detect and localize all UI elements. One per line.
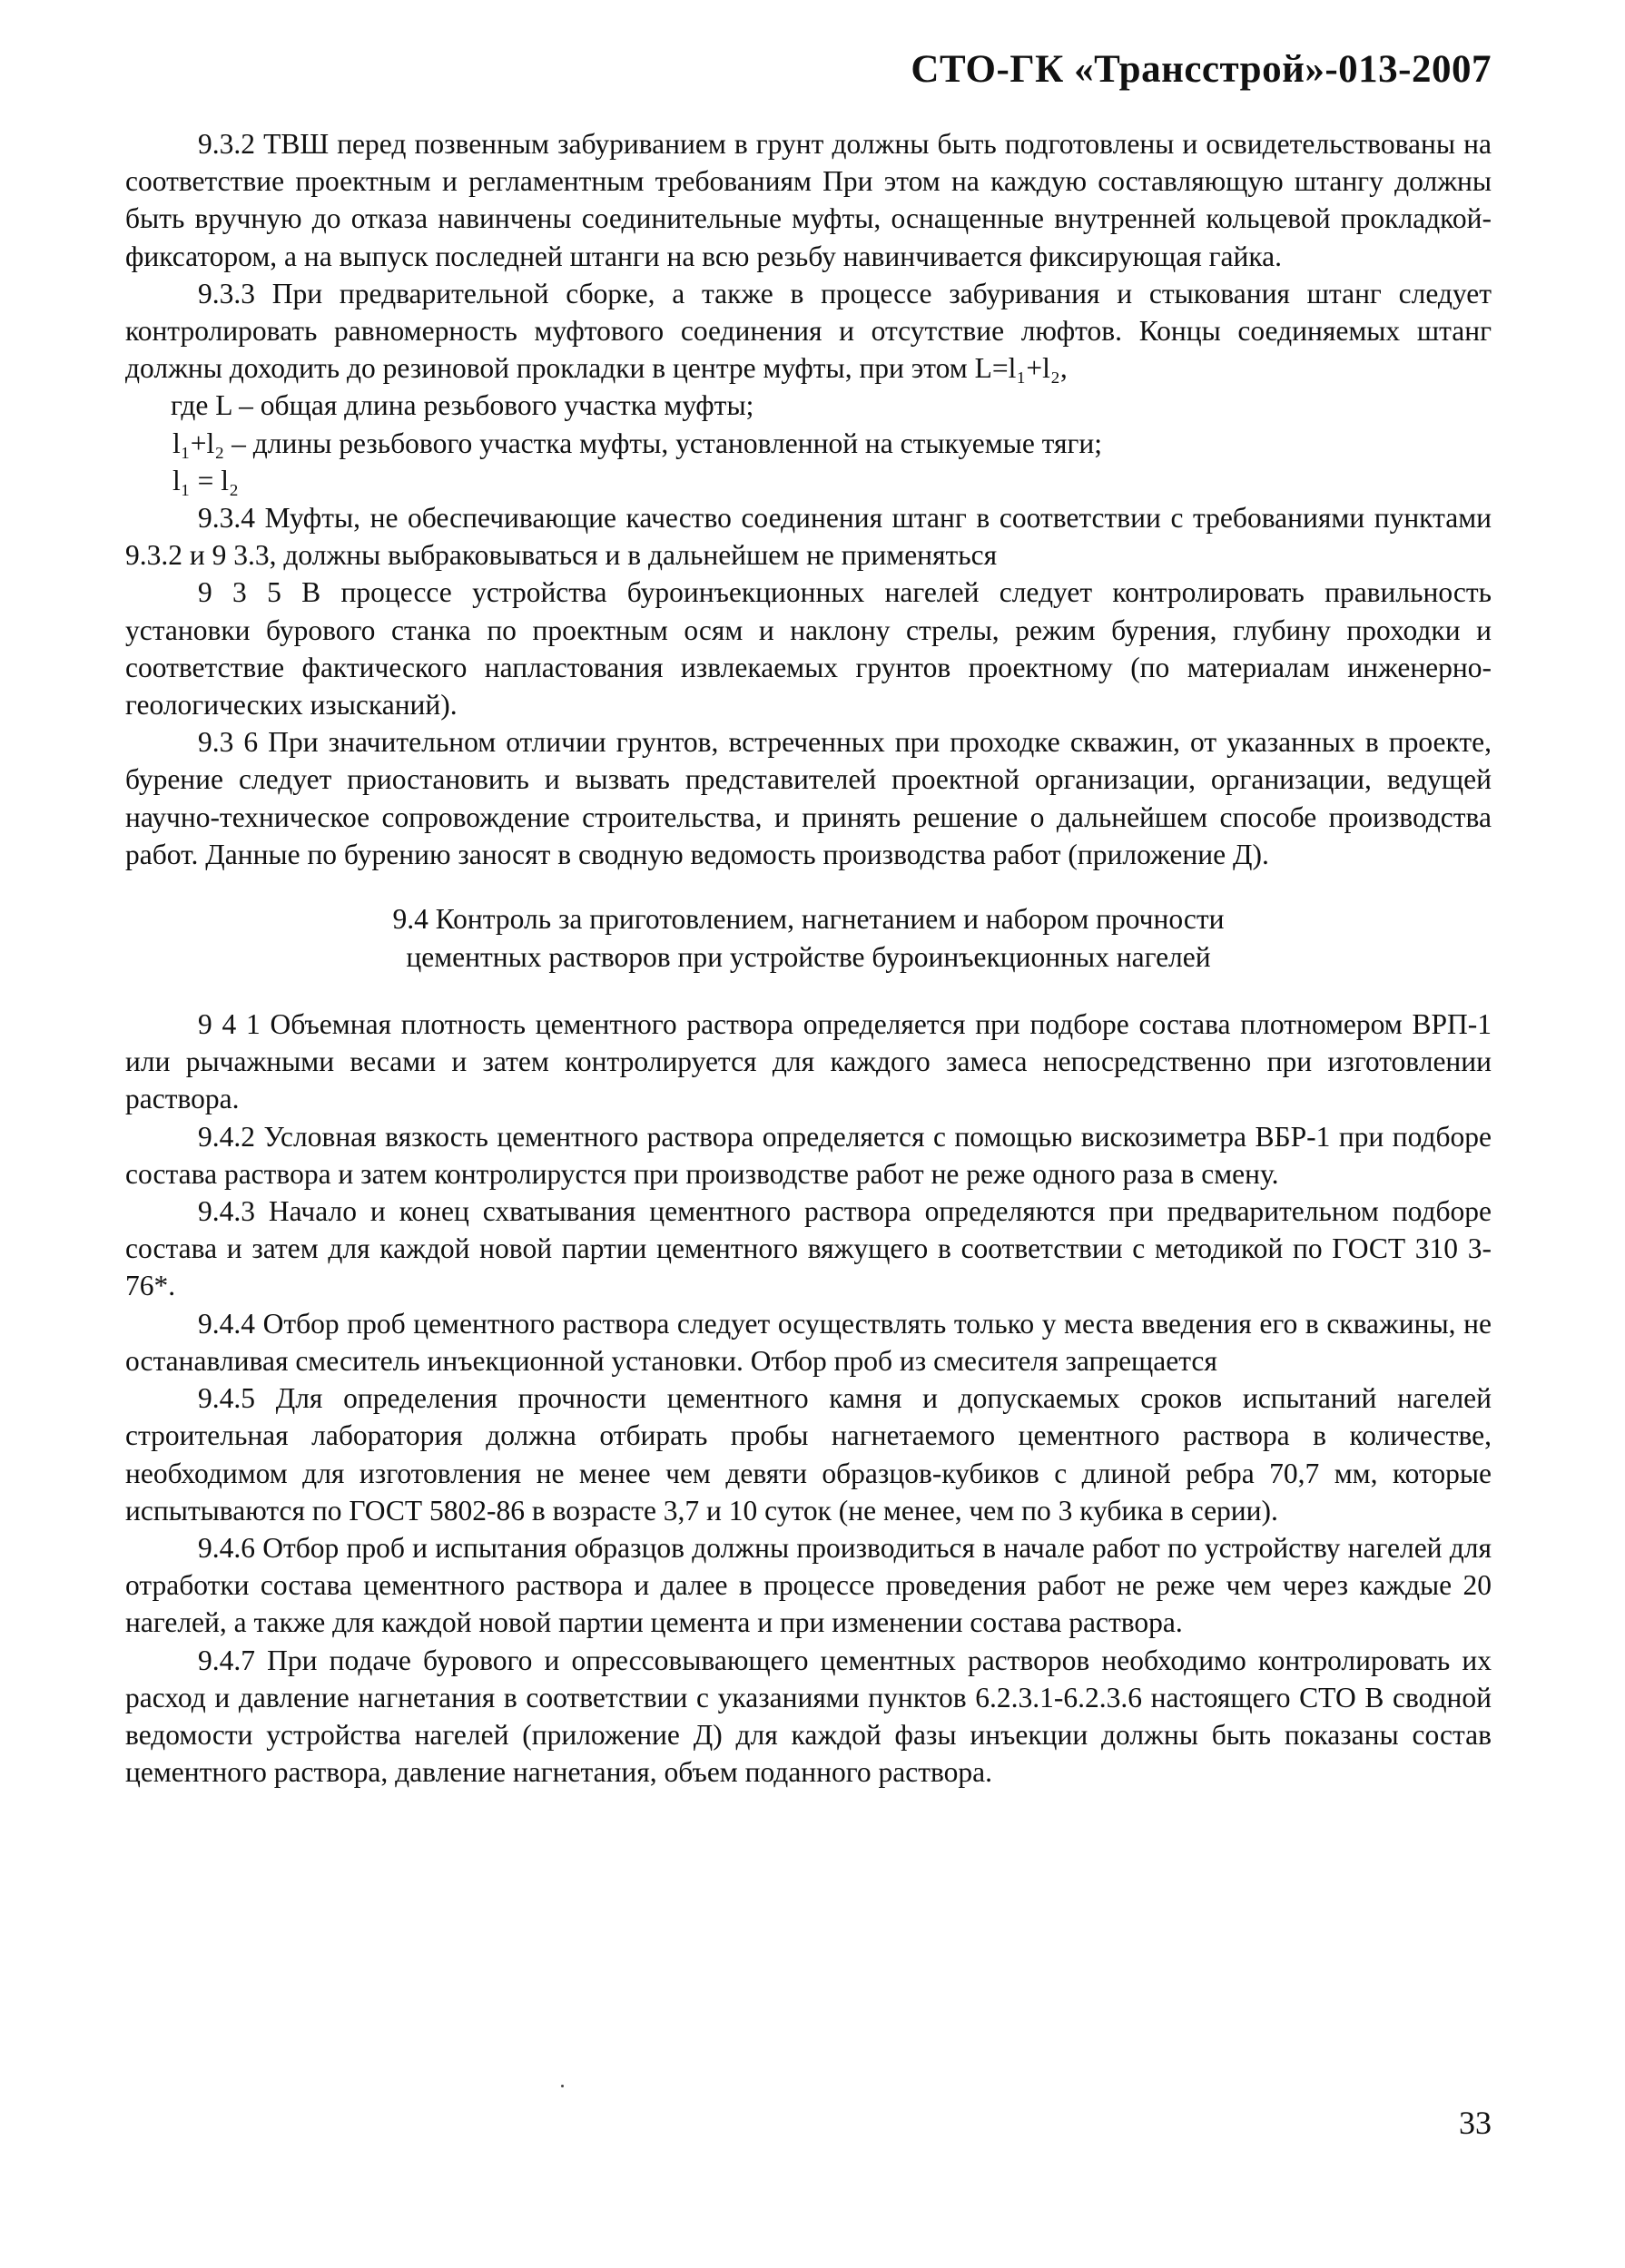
paragraph-9-4-2: 9.4.2 Условная вязкость цементного раствора определяется с помощью вискозиметра ВБР-1 при подборе состава раствора и затем контролирустся при производстве работ не реже одного раза в смену. — [125, 1120, 1492, 1190]
paragraph-9-3-4: 9.3.4 Муфты, не обеспечивающие качество соединения штанг в соответствии с требованиями пунктами 9.3.2 и 9 3.3, должны выбраковываться и в дальнейшем не применяться — [125, 502, 1492, 572]
section-9-4-title — [125, 900, 1492, 977]
paragraph-9-3-3: 9.3.3 При предварительной сборке, а также в процессе забуривания и стыкования штанг следует контролировать равномерность муфтового соединения и отсутствие люфтов. Концы соединяемых штанг должны доходить до резиновой прокладки в центре муфты, при этом L=l₁+l₂, — [125, 277, 1492, 385]
paragraph-9-4-7: 9.4.7 При подаче бурового и опрессовывающего цементных растворов необходимо контролировать их расход и давление нагнетания в соответствии с указаниями пунктов 6.2.3.1-6.2.3.6 настоящего СТО В сводной ведомости устройства нагелей (приложение Д) для каждой фазы инъекции должны быть показаны состав цементного раствора, давление нагнетания, объем поданного раствора. — [125, 1644, 1492, 1789]
paragraph-9-3-6: 9.3 6 При значительном отличии грунтов, встреченных при проходке скважин, от указанных в проекте, бурение следует приостановить и вызвать представителей проектной организации, организации, ведущей научно-техническое сопровождение строительства, и принять решение о дальнейшем способе производства работ. Данные по бурению заносят в сводную ведомость производства работ (приложение Д). — [125, 726, 1492, 870]
document-body — [125, 125, 1492, 1791]
paragraph-9-4-6: 9.4.6 Отбор проб и испытания образцов должны производиться в начале работ по устройству нагелей для отработки состава цементного раствора и далее в процессе проведения работ не реже чем через каждые 20 нагелей, а также для каждой новой партии цемента и при изменении состава раствора. — [125, 1531, 1492, 1639]
paragraph-9-4-5: 9.4.5 Для определения прочности цементного камня и допускаемых сроков испытаний нагелей строительная лаборатория должна отбирать пробы нагнетаемого цементного раствора в количестве, необходимом для изготовления не менее чем девяти образцов-кубиков с длиной ребра 70,7 мм, которые испытываются по ГОСТ 5802-86 в возрасте 3,7 и 10 суток (не менее, чем по 3 кубика в серии). — [125, 1382, 1492, 1527]
paragraph-9-4-3: 9.4.3 Начало и конец схватывания цементного раствора определяются при предварительном подборе состава и затем для каждой новой партии цементного вяжущего в соответствии с методикой по ГОСТ 310 3-76*. — [125, 1195, 1492, 1302]
scan-speck — [561, 2085, 564, 2087]
paragraph-9-3-3-where-3: l₁ = l₂ — [172, 464, 239, 496]
paragraph-9-3-3-where-1: где L – общая длина резьбового участка муфты; — [171, 389, 754, 422]
paragraph-9-4-1: 9 4 1 Объемная плотность цементного раствора определяется при подборе состава плотномером ВРП-1 или рычажными весами и затем контролируется для каждого замеса непосредственно при изготовлении раствора. — [125, 1008, 1492, 1115]
section-9-4-title-line-2: цементных растворов при устройстве буроинъекционных нагелей — [406, 941, 1211, 974]
page-number: 33 — [1459, 2105, 1492, 2141]
paragraph-9-3-5: 9 3 5 В процессе устройства буроинъекционных нагелей следует контролировать правильность установки бурового станка по проектным осям и наклону стрелы, режим бурения, глубину проходки и соответствие фактического напластования извлекаемых грунтов проектному (по материалам инженерно-геологических изысканий). — [125, 576, 1492, 722]
paragraph-9-3-3-where-2: l₁+l₂ – длины резьбового участка муфты, установленной на стыкуемые тяги; — [172, 427, 1103, 459]
section-9-4-title-line-1: 9.4 Контроль за приготовлением, нагнетанием и набором прочности — [392, 903, 1225, 936]
paragraph-9-4-4: 9.4.4 Отбор проб цементного раствора следует осуществлять только у места введения его в скважины, не останавливая смеситель инъекционной установки. Отбор проб из смесителя запрещается — [125, 1307, 1492, 1377]
paragraph-9-3-2: 9.3.2 ТВШ перед позвенным забуриванием в грунт должны быть подготовлены и освидетельствованы на соответствие проектным и регламентным требованиям При этом на каждую составляющую штангу должны быть вручную до отказа навинчены соединительные муфты, оснащенные внутренней кольцевой прокладкой-фиксатором, а на выпуск последней штанги на всю резьбу навинчивается фиксирующая гайка. — [125, 128, 1492, 272]
standard-code-header: СТО-ГК «Трансстрой»-013-2007 — [911, 48, 1492, 91]
